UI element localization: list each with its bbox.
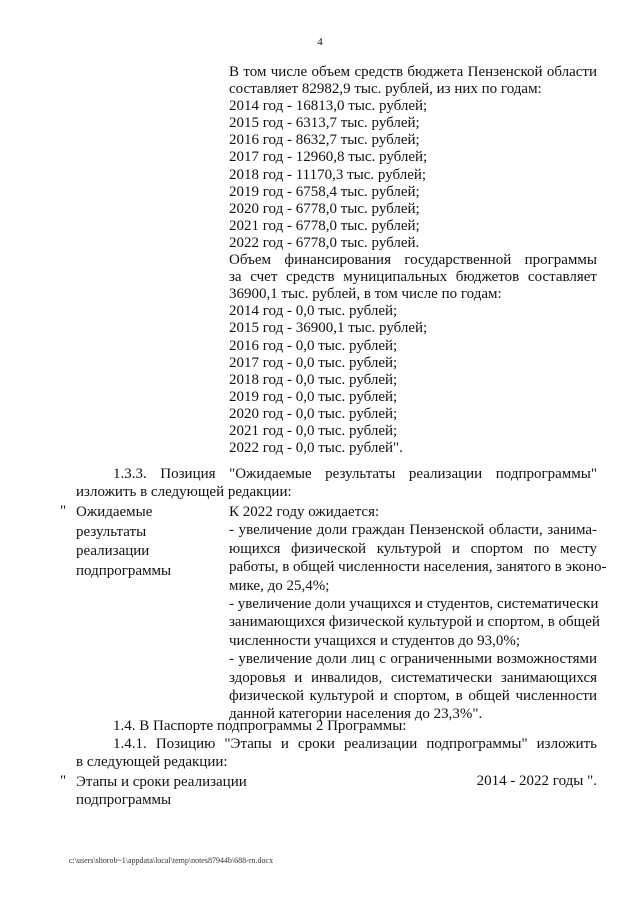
- budget-line: 2019 год - 6758,4 тыс. рублей;: [229, 183, 420, 200]
- results-label-line: результаты: [76, 523, 147, 540]
- budget-block: [229, 64, 597, 457]
- budget-line: 2015 год - 6313,7 тыс. рублей;: [229, 115, 420, 132]
- budget-line: 2020 год - 6778,0 тыс. рублей;: [229, 200, 420, 217]
- results-line: физической культурой и спортом, в общей численности: [229, 688, 597, 705]
- budget-line: 2017 год - 0,0 тыс. рублей;: [229, 354, 398, 371]
- section-1-4: [76, 717, 597, 735]
- results-line: - увеличение доли лиц с ограниченными возможностями: [229, 651, 597, 668]
- budget-line: 2021 год - 0,0 тыс. рублей;: [229, 422, 398, 439]
- stages-label-line: Этапы и сроки реализации: [76, 774, 247, 790]
- budget-line: 2020 год - 0,0 тыс. рублей;: [229, 405, 398, 422]
- budget-line: 2014 год - 0,0 тыс. рублей;: [229, 303, 398, 320]
- budget-line: 2014 год - 16813,0 тыс. рублей;: [229, 98, 428, 115]
- budget-line: 2019 год - 0,0 тыс. рублей;: [229, 388, 398, 405]
- stages-value: 2014 - 2022 годы ".: [476, 773, 597, 789]
- results-line: - увеличение доли граждан Пензенской области, занима-: [229, 522, 597, 539]
- results-line: - увеличение доли учащихся и студентов, систематически: [229, 596, 599, 613]
- budget-line: за счет средств муниципальных бюджетов составляет: [229, 269, 597, 286]
- section-1-4-1-line1: 1.4.1. Позицию "Этапы и сроки реализации подпрограммы" изложить: [113, 736, 597, 752]
- results-line: здоровья и инвалидов, систематически занимающихся: [229, 669, 597, 686]
- open-quote-mark: ": [60, 773, 67, 789]
- budget-line: В том числе объем средств бюджета Пензенской области: [229, 64, 597, 80]
- footer-file-path: c:\users\shorob~1\appdata\local\temp\notes87944b\688-rn.docx: [69, 856, 274, 865]
- budget-line: 2021 год - 6778,0 тыс. рублей;: [229, 217, 420, 234]
- page-number: 4: [317, 36, 323, 48]
- section-1-4-text: 1.4. В Паспорте подпрограммы 2 Программы:: [113, 718, 407, 734]
- budget-line: Объем финансирования государственной программы: [229, 252, 597, 269]
- budget-line: 2017 год - 12960,8 тыс. рублей;: [229, 149, 428, 166]
- section-1-3-3-line1: 1.3.3. Позиция "Ожидаемые результаты реализации подпрограммы": [113, 466, 597, 482]
- budget-line: 36900,1 тыс. рублей, в том числе по годам:: [229, 286, 502, 303]
- results-label-line: реализации: [76, 543, 150, 559]
- section-1-3-3-line2: изложить в следующей редакции:: [76, 484, 292, 500]
- results-line: мике, до 25,4%;: [229, 577, 330, 594]
- budget-line: 2018 год - 0,0 тыс. рублей;: [229, 371, 398, 388]
- results-line: К 2022 году ожидается:: [229, 504, 380, 520]
- budget-line: 2022 год - 6778,0 тыс. рублей.: [229, 234, 420, 251]
- results-content: [229, 503, 607, 724]
- results-label: [76, 503, 171, 581]
- section-1-3-3: [76, 465, 597, 501]
- results-label-line: Ожидаемые: [76, 504, 153, 520]
- budget-line: 2015 год - 36900,1 тыс. рублей;: [229, 320, 428, 337]
- results-line: занимающихся физической культурой и спортом, в общей: [229, 614, 600, 631]
- results-line: работы, в общей численности населения, занятого в эконо-: [229, 559, 607, 576]
- budget-line: 2018 год - 11170,3 тыс. рублей;: [229, 166, 427, 183]
- section-1-4-1-line2: в следующей редакции:: [76, 754, 228, 770]
- stages-label-line: подпрограммы: [76, 792, 172, 808]
- results-line: данной категории населения до 23,3%".: [229, 706, 483, 723]
- budget-line: составляет 82982,9 тыс. рублей, из них по годам:: [229, 81, 542, 98]
- stages-label: [76, 773, 247, 809]
- results-line: численности учащихся и студентов до 93,0%;: [229, 632, 521, 649]
- budget-line: 2022 год - 0,0 тыс. рублей".: [229, 440, 403, 457]
- open-quote-mark: ": [60, 503, 67, 519]
- budget-line: 2016 год - 0,0 тыс. рублей;: [229, 337, 398, 354]
- results-line: ющихся физической культурой и спортом по месту: [229, 540, 597, 557]
- budget-line: 2016 год - 8632,7 тыс. рублей;: [229, 132, 420, 149]
- section-1-4-1: [76, 735, 597, 771]
- results-label-line: подпрограммы: [76, 562, 172, 579]
